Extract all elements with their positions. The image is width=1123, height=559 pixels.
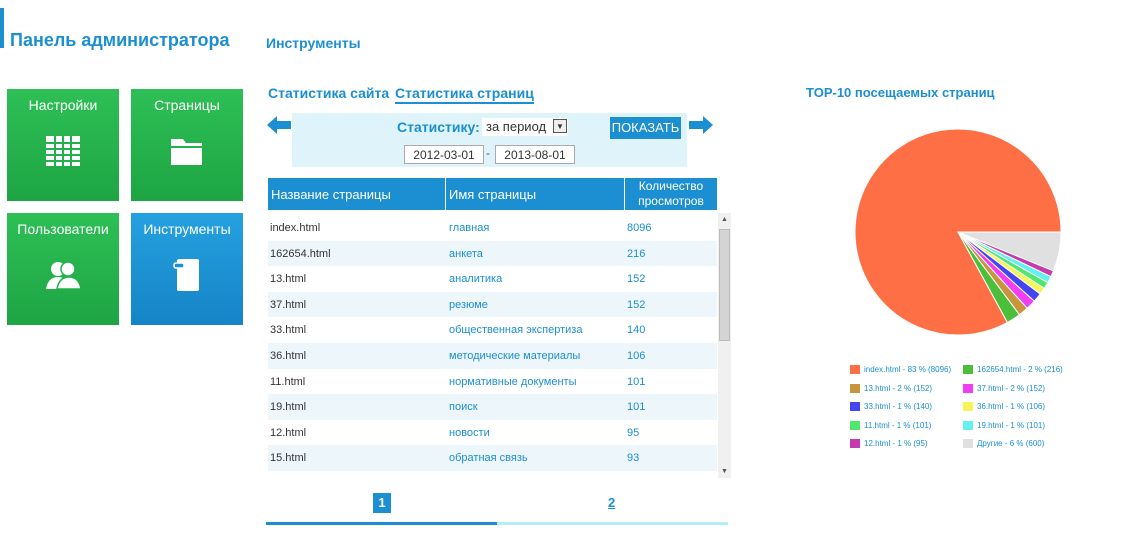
cell-page-name[interactable]: обратная связь	[449, 452, 528, 465]
cell-page-name[interactable]: анкета	[449, 247, 483, 260]
cell-page-name[interactable]: методические материалы	[449, 350, 581, 362]
cell-page-title: 19.html	[270, 401, 307, 414]
tile-settings[interactable]	[7, 89, 119, 201]
legend-swatch	[850, 402, 860, 411]
cell-page-title: 162654.html	[270, 247, 331, 260]
page-2-link[interactable]: 2	[608, 495, 616, 510]
admin-panel-title: Панель администратора	[10, 30, 230, 50]
cell-page-title: 12.html	[270, 426, 307, 439]
table-row[interactable]	[268, 292, 717, 318]
users-icon	[43, 257, 83, 293]
legend-label: 37.html - 2 % (152)	[977, 383, 1046, 393]
scroll-thumb[interactable]	[719, 229, 730, 341]
cell-views[interactable]: 8096	[627, 222, 652, 234]
cell-page-title: 11.html	[270, 375, 306, 388]
legend-swatch	[850, 421, 860, 430]
stats-table-body	[268, 215, 717, 480]
table-row[interactable]	[268, 343, 717, 369]
legend-label: 33.html - 1 % (140)	[864, 402, 933, 412]
scroll-down-icon[interactable]: ▼	[721, 468, 728, 475]
cell-page-title: 36.html	[270, 350, 307, 362]
section-title: Инструменты	[266, 35, 361, 51]
header-accent-bar	[0, 8, 4, 48]
table-icon	[43, 133, 83, 169]
tile-settings-label: Настройки	[28, 97, 98, 113]
tile-pages-label: Страницы	[154, 97, 220, 113]
legend-swatch	[963, 402, 973, 411]
date-from-input[interactable]	[404, 145, 484, 164]
legend-swatch	[850, 439, 860, 448]
table-scrollbar[interactable]	[718, 213, 731, 478]
chart-title: TOP-10 посещаемых страниц	[806, 85, 995, 100]
table-row[interactable]	[268, 420, 717, 446]
prev-arrow-icon[interactable]	[266, 115, 292, 140]
legend-label: 11.html - 1 % (101)	[864, 420, 932, 430]
column-header-views[interactable]: Количество просмотров	[638, 179, 704, 208]
cell-views[interactable]: 93	[627, 452, 640, 465]
table-row[interactable]	[268, 215, 717, 241]
pie-chart	[853, 127, 1068, 342]
legend-label: index.html - 83 % (8096)	[864, 365, 952, 374]
cell-page-name[interactable]: резюме	[449, 298, 488, 311]
period-select-value: за период	[486, 119, 547, 134]
stats-filter-label: Статистику:	[397, 119, 480, 135]
tile-users[interactable]	[7, 213, 119, 325]
legend-swatch	[963, 384, 973, 393]
legend-label: 13.html - 2 % (152)	[864, 383, 933, 393]
cell-page-name[interactable]: нормативные документы	[449, 375, 577, 388]
legend-swatch	[963, 421, 973, 430]
table-row[interactable]	[268, 394, 717, 420]
scroll-up-icon[interactable]: ▲	[721, 216, 728, 223]
column-header-page-title[interactable]: Название страницы	[268, 178, 446, 210]
cell-page-title: 13.html	[270, 273, 307, 286]
cell-views[interactable]: 101	[627, 401, 646, 414]
date-separator: -	[486, 146, 490, 160]
pager-progress-active	[266, 522, 497, 525]
table-row[interactable]	[268, 241, 717, 267]
cell-page-title: 15.html	[270, 452, 307, 465]
legend-label: 19.html - 1 % (101)	[977, 420, 1046, 430]
cell-views[interactable]: 106	[627, 350, 646, 362]
tab-page-stats[interactable]: Статистика страниц	[395, 85, 534, 104]
chevron-down-icon: ▼	[553, 119, 567, 133]
cell-page-name[interactable]: поиск	[449, 401, 478, 414]
cell-page-title: 33.html	[270, 324, 307, 337]
pager-progress-inactive	[497, 522, 728, 525]
cell-views[interactable]: 140	[627, 324, 646, 337]
tab-site-stats[interactable]: Статистика сайта	[268, 85, 390, 101]
cell-page-name[interactable]: общественная экспертиза	[449, 324, 583, 337]
page-1-button[interactable]: 1	[373, 493, 391, 513]
notebook-icon	[167, 257, 207, 293]
table-header	[268, 178, 717, 210]
table-row[interactable]	[268, 445, 717, 471]
tile-tools-label: Инструменты	[143, 221, 231, 237]
cell-views[interactable]: 152	[627, 298, 646, 311]
cell-page-title: index.html	[270, 222, 321, 234]
cell-page-name[interactable]: новости	[449, 426, 490, 439]
folder-icon	[167, 133, 207, 169]
legend-label: Другие - 6 % (600)	[977, 439, 1045, 449]
legend-label: 36.html - 1 % (106)	[977, 402, 1046, 412]
cell-page-name[interactable]: аналитика	[449, 273, 503, 286]
tile-users-label: Пользователи	[17, 221, 109, 237]
table-row[interactable]	[268, 317, 717, 343]
legend-swatch	[963, 365, 973, 374]
legend-swatch	[963, 439, 973, 448]
tile-tools[interactable]	[131, 213, 243, 325]
cell-views[interactable]: 216	[627, 247, 646, 260]
legend-swatch	[850, 384, 860, 393]
next-arrow-icon[interactable]	[688, 115, 714, 140]
column-header-page-name[interactable]: Имя страницы	[446, 178, 625, 210]
tile-pages[interactable]	[131, 89, 243, 201]
cell-views[interactable]: 101	[627, 375, 646, 388]
cell-page-title: 37.html	[270, 298, 307, 311]
table-row[interactable]	[268, 369, 717, 395]
show-button[interactable]: ПОКАЗАТЬ	[610, 117, 681, 139]
legend-label: 162654.html - 2 % (216)	[977, 365, 1063, 374]
legend-label: 12.html - 1 % (95)	[864, 439, 928, 449]
date-to-input[interactable]	[495, 145, 575, 164]
legend-swatch	[850, 365, 860, 374]
cell-page-name[interactable]: главная	[449, 222, 490, 234]
cell-views[interactable]: 95	[627, 426, 640, 439]
table-row[interactable]	[268, 266, 717, 292]
period-select[interactable]	[482, 118, 568, 136]
cell-views[interactable]: 152	[627, 273, 646, 286]
